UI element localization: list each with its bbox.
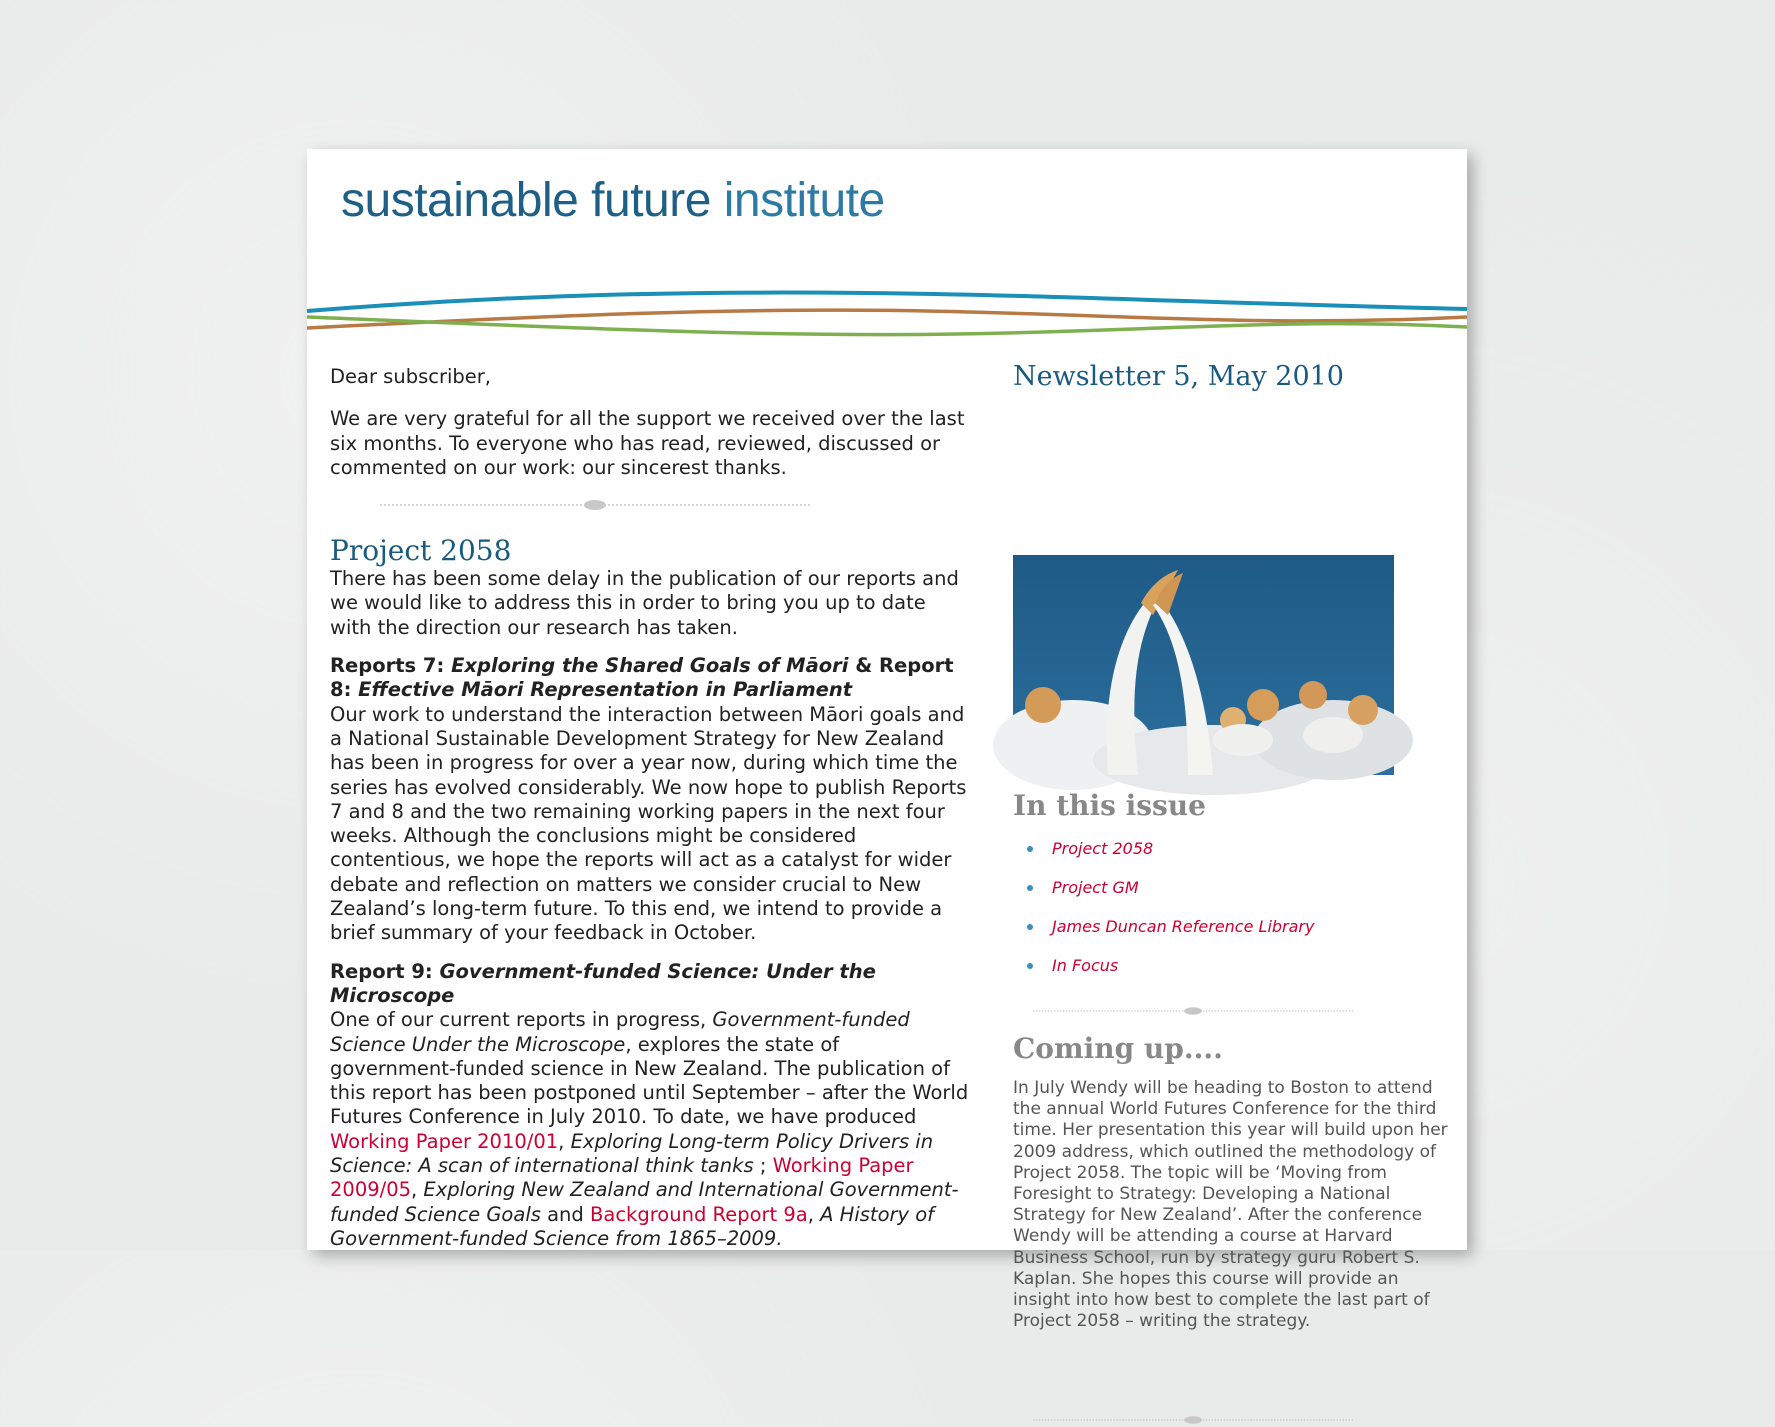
bullet-icon (1027, 885, 1033, 891)
report-9-body (330, 1008, 970, 1251)
issue-item-project-gm[interactable] (1027, 878, 1314, 917)
r9-text-3: , (558, 1129, 571, 1153)
project-2058-text: There has been some delay in the publication of our reports and we would like to address this in order to bring you up to date with the direction our research has taken. (330, 567, 959, 639)
bullet-icon (1027, 963, 1033, 969)
coming-up-heading: Coming up.... (1013, 1032, 1223, 1065)
issue-item-label: James Duncan Reference Library (1052, 917, 1315, 936)
bullet-icon (1027, 924, 1033, 930)
logo-bold-text: sustainable future (341, 174, 711, 227)
r9-italic-3: A History of Government-funded Science from 1865–2009. (330, 1202, 935, 1250)
intro-paragraph: We are very grateful for all the support we received over the last six months. To everyone who has read, reviewed, discussed or commented on our work: our sincerest thanks. (330, 407, 965, 479)
logo-light-text: institute (723, 174, 885, 227)
project-2058-heading: Project 2058 (330, 534, 512, 568)
report-8-title: Effective Māori Representation in Parliament (358, 678, 853, 702)
main-column (330, 354, 970, 1251)
issue-item-in-focus[interactable] (1027, 956, 1314, 995)
working-paper-2010-01-link[interactable]: Working Paper 2010/01 (330, 1129, 559, 1153)
working-paper-2009-05-link[interactable]: Working Paper 2009/05 (330, 1154, 914, 1202)
section-divider (380, 498, 810, 512)
logo (341, 173, 885, 228)
r9-text-1: One of our current reports in progress, (330, 1008, 713, 1032)
r9-text-2: , explores the state of government-funded science in New Zealand. The publication of this report has been postponed until September – after the World Futures Conference in July 2010. To date, we have produced (330, 1032, 969, 1129)
issue-item-project-2058[interactable] (1027, 839, 1314, 878)
newsletter-page (307, 149, 1467, 1332)
issue-item-label: Project 2058 (1052, 839, 1154, 858)
newsletter-title: Newsletter 5, May 2010 (1013, 361, 1344, 392)
r9-italic-title: Government-funded Science Under the Microscope (330, 1008, 910, 1056)
report-7-8-heading (330, 654, 970, 703)
report-8-prefix: & Report 8: (330, 654, 954, 702)
background-report-9a-link[interactable]: Background Report 9a (590, 1202, 808, 1226)
r9-text-7: , (807, 1202, 821, 1226)
coming-up-text: In July Wendy will be heading to Boston to attend the annual World Futures Conference for the third time. Her presentation this year will build upon her 2009 address, which outlined the methodology of Project 2058. The topic will be ‘Moving from Foresight to Strategy: Developing a National Strategy for New Zealand’. After the conference Wendy will be attending a course at Harvard Business School, run by strategy guru Robert S. Kaplan. She hopes this course will provide an insight into how best to complete the last part of Project 2058 – writing the strategy. (1013, 1078, 1448, 1332)
report-7-8-body: Our work to understand the interaction between Māori goals and a National Sustainable Development Strategy for New Zealand has been in progress for over a year now, during which time the series has evolved considerably. We now hope to publish Reports 7 and 8 and the two remaining working papers in the next four weeks. Although the conclusions might be considered contentious, we hope the reports will act as a catalyst for wider debate and reflection on matters we consider crucial to New Zealand’s long-term future. To this end, we intend to provide a brief summary of your feedback in October. (330, 702, 967, 945)
r9-text-5: , (411, 1178, 424, 1202)
in-this-issue-heading: In this issue (1013, 789, 1206, 822)
wave-blue (307, 293, 1467, 311)
gannets-photo (1013, 555, 1394, 775)
issue-list (1027, 839, 1314, 995)
sidebar-divider-2 (1033, 1413, 1353, 1427)
issue-item-label: Project GM (1052, 878, 1139, 897)
issue-item-label: In Focus (1052, 956, 1119, 975)
r9-text-6: and (540, 1202, 590, 1226)
r9-text-4: ; (753, 1154, 773, 1178)
greeting: Dear subscriber, (330, 365, 491, 388)
bullet-icon (1027, 846, 1033, 852)
report-7-title: Exploring the Shared Goals of Māori (451, 654, 849, 678)
header-waves (307, 245, 1467, 355)
sidebar-divider (1033, 1004, 1353, 1018)
r9-italic-2: Exploring New Zealand and International Government-funded Science Goals (330, 1178, 959, 1226)
r9-italic-1: Exploring Long-term Policy Drivers in Science: A scan of international think tanks (330, 1129, 934, 1178)
report-7-prefix: Reports 7: (330, 654, 452, 678)
issue-item-library[interactable] (1027, 917, 1314, 956)
report-9-prefix: Report 9: (330, 959, 440, 983)
report-9-title: Government-funded Science: Under the Microscope (330, 959, 876, 1007)
report-9-heading (330, 960, 970, 1009)
